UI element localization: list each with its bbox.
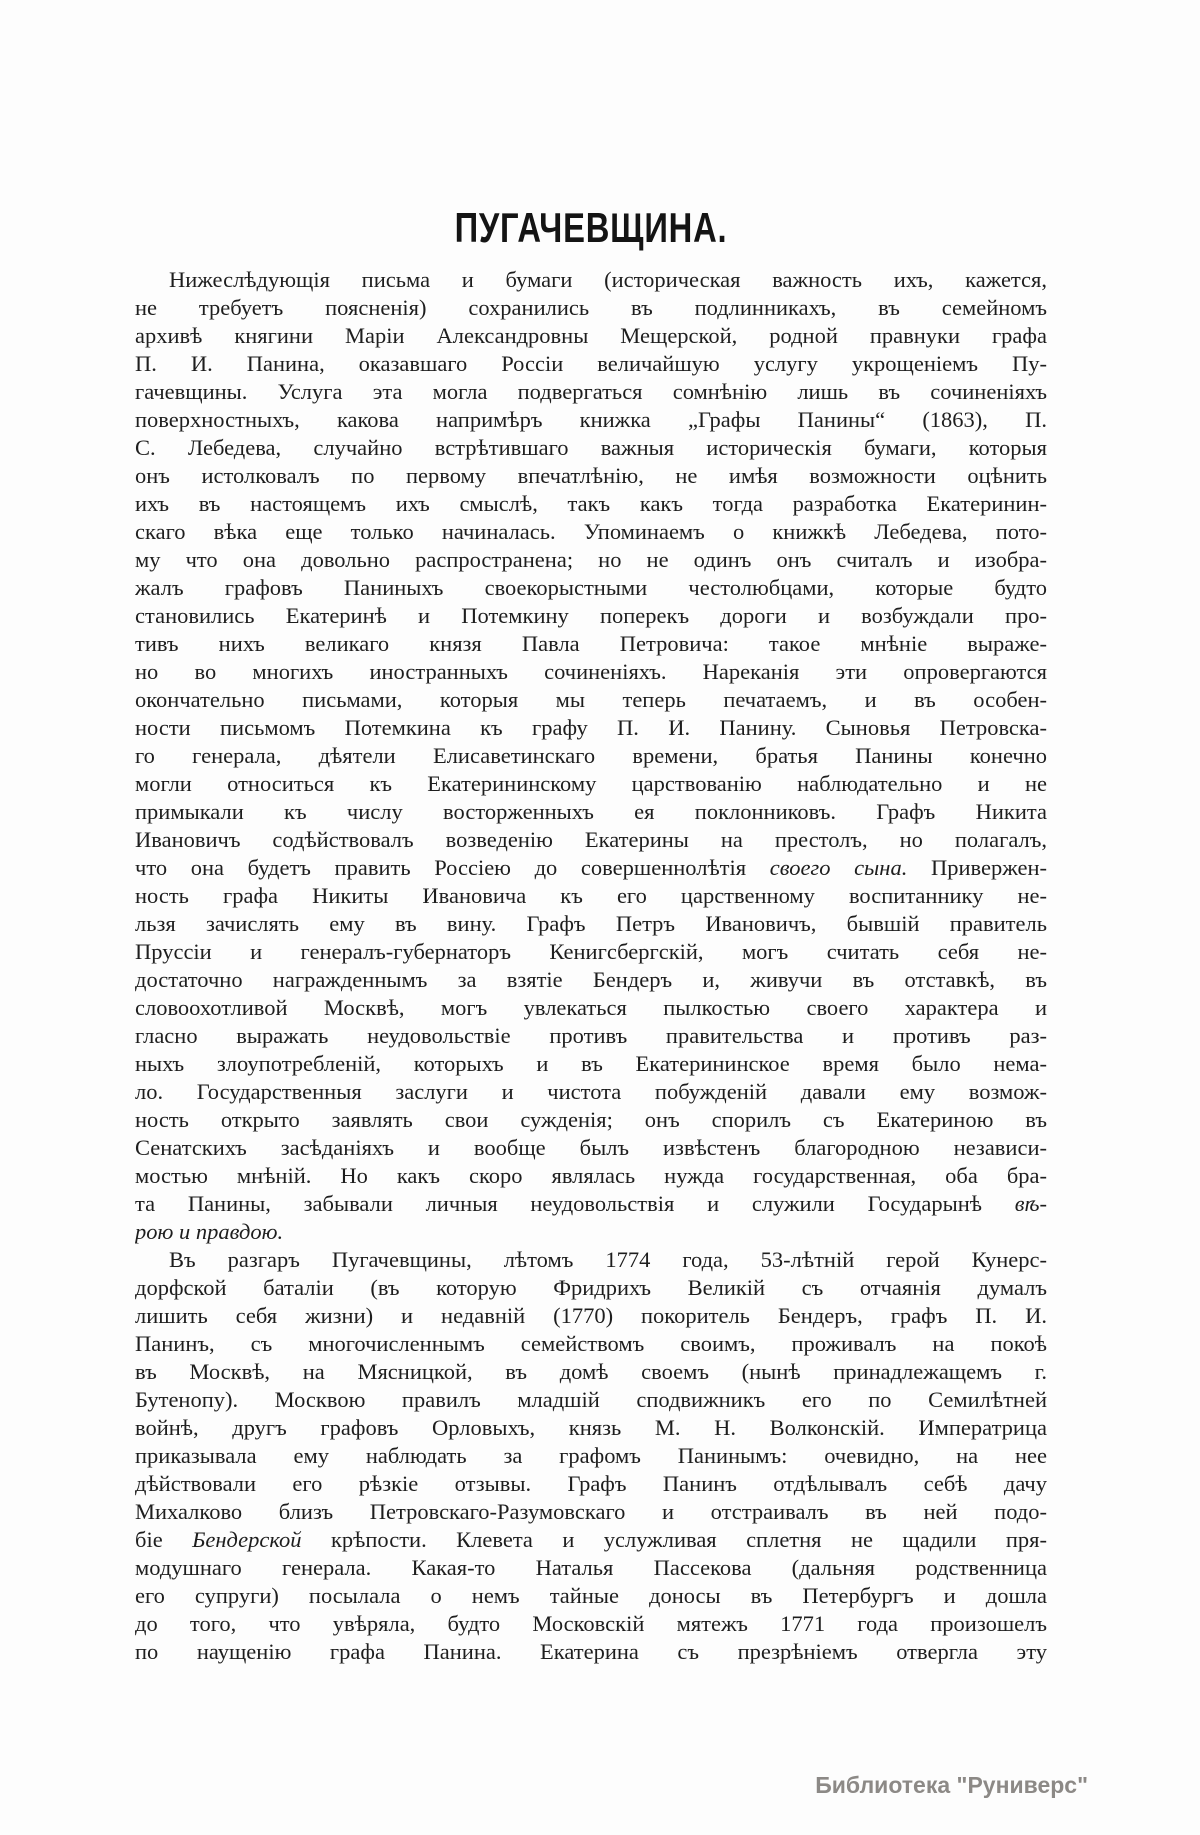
text-segment: тивъ нихъ великаго князя Павла Петровича: такое мнѣніе выраже- [135, 631, 1047, 656]
text-segment: но во многихъ иностранныхъ сочиненіяхъ. Нареканія эти опровергаются [135, 659, 1047, 684]
text-segment: приказывала ему наблюдать за графомъ Панинымъ: очевидно, на нее [135, 1443, 1047, 1468]
text-segment: льзя зачислять ему въ вину. Графъ Петръ Ивановичъ, бывшій правитель [135, 911, 1047, 936]
text-segment: Бутенопу). Москвою правилъ младшій сподвижникъ его по Семилѣтней [135, 1387, 1047, 1412]
text-line [135, 742, 1047, 770]
text-segment: могли относиться къ Екатерининскому царствованію наблюдательно и не [135, 771, 1047, 796]
text-segment: до того, что увѣряла, будто Московскій мятежъ 1771 года произошелъ [135, 1611, 1047, 1636]
text-segment: его супруги) посылала о немъ тайные доносы въ Петербургъ и дошла [135, 1583, 1047, 1608]
text-segment: поверхностныхъ, какова напримѣръ книжка „Графы Панины“ (1863), П. [135, 407, 1047, 432]
text-line [135, 630, 1047, 658]
text-line [135, 938, 1047, 966]
text-segment: ность графа Никиты Ивановича къ его царственному воспитаннику не- [135, 883, 1047, 908]
text-line [135, 1358, 1047, 1386]
text-line [135, 1022, 1047, 1050]
text-line [135, 658, 1047, 686]
text-segment: по наущенію графа Панина. Екатерина съ презрѣніемъ отвергла эту [135, 1639, 1047, 1664]
text-segment: Михалково близъ Петровскаго-Разумовскаго и отстраивалъ въ ней подо- [135, 1499, 1047, 1524]
text-line [135, 910, 1047, 938]
text-segment: Въ разгаръ Пугачевщины, лѣтомъ 1774 года, 53-лѣтній герой Кунерс- [169, 1247, 1047, 1272]
text-segment: крѣпости. Клевета и услужливая сплетня не щадили пря- [301, 1527, 1047, 1552]
text-line [135, 1554, 1047, 1582]
text-line [135, 1386, 1047, 1414]
text-line [135, 1582, 1047, 1610]
text-line [135, 546, 1047, 574]
italic-text-segment: Бендерской [192, 1527, 302, 1552]
text-line [135, 994, 1047, 1022]
text-line [135, 378, 1047, 406]
text-line [135, 518, 1047, 546]
text-segment: Привержен- [907, 855, 1047, 880]
text-line [135, 714, 1047, 742]
text-line [135, 490, 1047, 518]
page-title: ПУГАЧЕВЩИНА. [454, 204, 728, 251]
text-segment: Пруссіи и генералъ-губернаторъ Кенигсбергскій, могъ считать себя не- [135, 939, 1047, 964]
text-segment: примыкали къ числу восторженныхъ ея поклонниковъ. Графъ Никита [135, 799, 1047, 824]
text-segment: Панинъ, съ многочисленнымъ семействомъ своимъ, проживалъ на покоѣ [135, 1331, 1047, 1356]
text-segment: въ Москвѣ, на Мясницкой, въ домѣ своемъ (нынѣ принадлежащемъ г. [135, 1359, 1047, 1384]
text-segment: окончательно письмами, которыя мы теперь печатаемъ, и въ особен- [135, 687, 1047, 712]
text-line [135, 1050, 1047, 1078]
text-line [135, 1414, 1047, 1442]
page-body [135, 266, 1047, 1666]
text-line [135, 1470, 1047, 1498]
text-segment: архивѣ княгини Маріи Александровны Мещерской, родной правнуки графа [135, 323, 1047, 348]
text-line [135, 1246, 1047, 1274]
text-segment: что она будетъ править Россіею до совершеннолѣтія [135, 855, 770, 880]
text-line [135, 826, 1047, 854]
text-segment: му что она довольно распространена; но не одинъ онъ считалъ и изобра- [135, 547, 1047, 572]
text-line [135, 1190, 1047, 1218]
italic-text-segment: рою и правдою. [135, 1219, 284, 1244]
text-line [135, 602, 1047, 630]
text-line [135, 462, 1047, 490]
text-line [135, 882, 1047, 910]
text-line [135, 1106, 1047, 1134]
text-segment: біе [135, 1527, 193, 1552]
text-segment: та Панины, забывали личныя неудовольствія и служили Государынѣ [135, 1191, 1015, 1216]
text-segment: П. И. Панина, оказавшаго Россіи величайшую услугу укрощеніемъ Пу- [135, 351, 1047, 376]
text-segment: словоохотливой Москвѣ, могъ увлекаться пылкостью своего характера и [135, 995, 1047, 1020]
runivers-watermark: Библиотека "Руниверс" [815, 1772, 1088, 1798]
text-segment: модушнаго генерала. Какая-то Наталья Пассекова (дальняя родственница [135, 1555, 1047, 1580]
text-segment: ихъ въ настоящемъ ихъ смыслѣ, такъ какъ тогда разработка Екатеринин- [135, 491, 1047, 516]
text-segment: дѣйствовали его рѣзкіе отзывы. Графъ Панинъ отдѣлывалъ себѣ дачу [135, 1471, 1047, 1496]
text-segment: достаточно награжденнымъ за взятіе Бендеръ и, живучи въ отставкѣ, въ [135, 967, 1047, 992]
italic-text-segment: вѣ- [1014, 1191, 1047, 1216]
text-line [135, 966, 1047, 994]
text-segment: ность открыто заявлять свои сужденія; онъ спорилъ съ Екатериною въ [135, 1107, 1047, 1132]
text-line [135, 1638, 1047, 1666]
text-line [135, 1218, 1047, 1246]
text-segment: дорфской баталіи (въ которую Фридрихъ Великій съ отчаянія думалъ [135, 1275, 1047, 1300]
text-segment: лишить себя жизни) и недавній (1770) покоритель Бендеръ, графъ П. И. [135, 1303, 1047, 1328]
text-segment: Нижеслѣдующія письма и бумаги (историческая важность ихъ, кажется, [169, 267, 1047, 292]
text-segment: скаго вѣка еще только начиналась. Упоминаемъ о книжкѣ Лебедева, пото- [135, 519, 1047, 544]
text-line [135, 770, 1047, 798]
text-line [135, 686, 1047, 714]
text-line [135, 854, 1047, 882]
text-segment: гласно выражать неудовольствіе противъ правительства и противъ раз- [135, 1023, 1047, 1048]
text-segment: Ивановичъ содѣйствовалъ возведенію Екатерины на престолъ, но полагалъ, [135, 827, 1047, 852]
text-segment: Сенатскихъ засѣданіяхъ и вообще былъ извѣстенъ благородною независи- [135, 1135, 1047, 1160]
text-line [135, 1134, 1047, 1162]
text-segment: С. Лебедева, случайно встрѣтившаго важныя историческія бумаги, которыя [135, 435, 1047, 460]
text-segment: ло. Государственныя заслуги и чистота побужденій давали ему возмож- [135, 1079, 1047, 1104]
text-line [135, 1078, 1047, 1106]
text-line [135, 322, 1047, 350]
text-segment: не требуетъ поясненія) сохранились въ подлинникахъ, въ семейномъ [135, 295, 1047, 320]
text-line [135, 1330, 1047, 1358]
text-segment: онъ истолковалъ по первому впечатлѣнію, не имѣя возможности оцѣнить [135, 463, 1047, 488]
text-line [135, 350, 1047, 378]
text-line [135, 294, 1047, 322]
text-line [135, 266, 1047, 294]
text-segment: войнѣ, другъ графовъ Орловыхъ, князь М. Н. Волконскій. Императрица [135, 1415, 1047, 1440]
text-line [135, 1302, 1047, 1330]
text-segment: ности письмомъ Потемкина къ графу П. И. Панину. Сыновья Петровска- [135, 715, 1047, 740]
italic-text-segment: своего сына. [769, 855, 908, 880]
text-line [135, 406, 1047, 434]
text-segment: го генерала, дѣятели Елисаветинскаго времени, братья Панины конечно [135, 743, 1047, 768]
text-segment: жалъ графовъ Паниныхъ своекорыстными честолюбцами, которые будто [135, 575, 1047, 600]
text-line [135, 434, 1047, 462]
text-segment: гачевщины. Услуга эта могла подвергаться сомнѣнію лишь въ сочиненіяхъ [135, 379, 1047, 404]
text-segment: становились Екатеринѣ и Потемкину поперекъ дороги и возбуждали про- [135, 603, 1047, 628]
text-line [135, 1442, 1047, 1470]
text-line [135, 574, 1047, 602]
text-line [135, 798, 1047, 826]
text-line [135, 1526, 1047, 1554]
text-line [135, 1498, 1047, 1526]
text-line [135, 1610, 1047, 1638]
text-segment: мостью мнѣній. Но какъ скоро являлась нужда государственная, оба бра- [135, 1163, 1047, 1188]
text-line [135, 1274, 1047, 1302]
text-segment: ныхъ злоупотребленій, которыхъ и въ Екатерининское время было нема- [135, 1051, 1047, 1076]
text-line [135, 1162, 1047, 1190]
